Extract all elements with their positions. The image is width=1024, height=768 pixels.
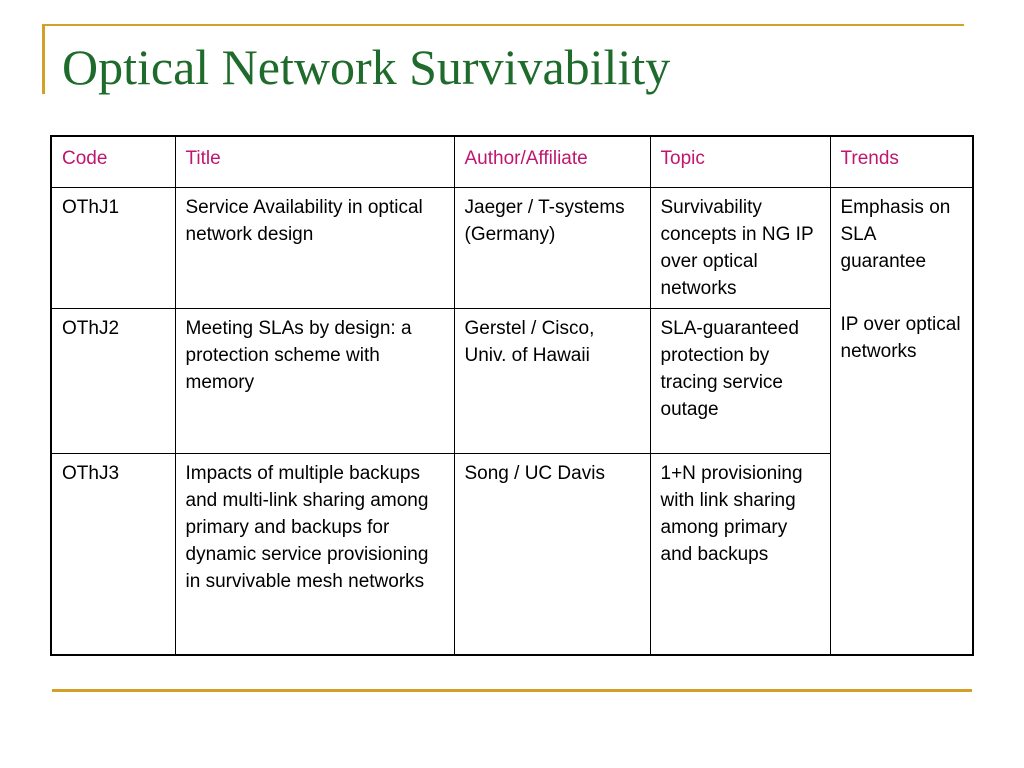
sessions-table xyxy=(50,135,974,656)
cell-topic: 1+N provisioning with link sharing among primary and backups xyxy=(650,454,830,656)
cell-title: Service Availability in optical network design xyxy=(175,188,454,309)
cell-author: Jaeger / T-systems (Germany) xyxy=(454,188,650,309)
cell-topic: SLA-guaranteed protection by tracing service outage xyxy=(650,309,830,454)
slide-title: Optical Network Survivability xyxy=(62,39,671,95)
header-topic: Topic xyxy=(650,136,830,188)
header-code: Code xyxy=(51,136,175,188)
trend-item: IP over optical networks xyxy=(840,314,961,362)
cell-code: OThJ1 xyxy=(51,188,175,309)
header-author: Author/Affiliate xyxy=(454,136,650,188)
cell-topic: Survivability concepts in NG IP over optical networks xyxy=(650,188,830,309)
cell-author: Song / UC Davis xyxy=(454,454,650,656)
cell-title: Impacts of multiple backups and multi-link sharing among primary and backups for dynamic service provisioning in survivable mesh networks xyxy=(175,454,454,656)
cell-code: OThJ2 xyxy=(51,309,175,454)
cell-code: OThJ3 xyxy=(51,454,175,656)
cell-title: Meeting SLAs by design: a protection scheme with memory xyxy=(175,309,454,454)
header-trends: Trends xyxy=(830,136,973,188)
table-header-row xyxy=(51,136,973,188)
trend-item: Emphasis on SLA guarantee xyxy=(840,197,951,272)
cell-trends xyxy=(830,188,973,656)
cell-author: Gerstel / Cisco, Univ. of Hawaii xyxy=(454,309,650,454)
trend-spacer xyxy=(841,275,963,311)
table-row xyxy=(51,188,973,309)
decorative-bottom-line xyxy=(52,689,972,692)
decorative-vertical-line xyxy=(42,24,45,94)
header-title: Title xyxy=(175,136,454,188)
decorative-top-line xyxy=(42,24,964,26)
